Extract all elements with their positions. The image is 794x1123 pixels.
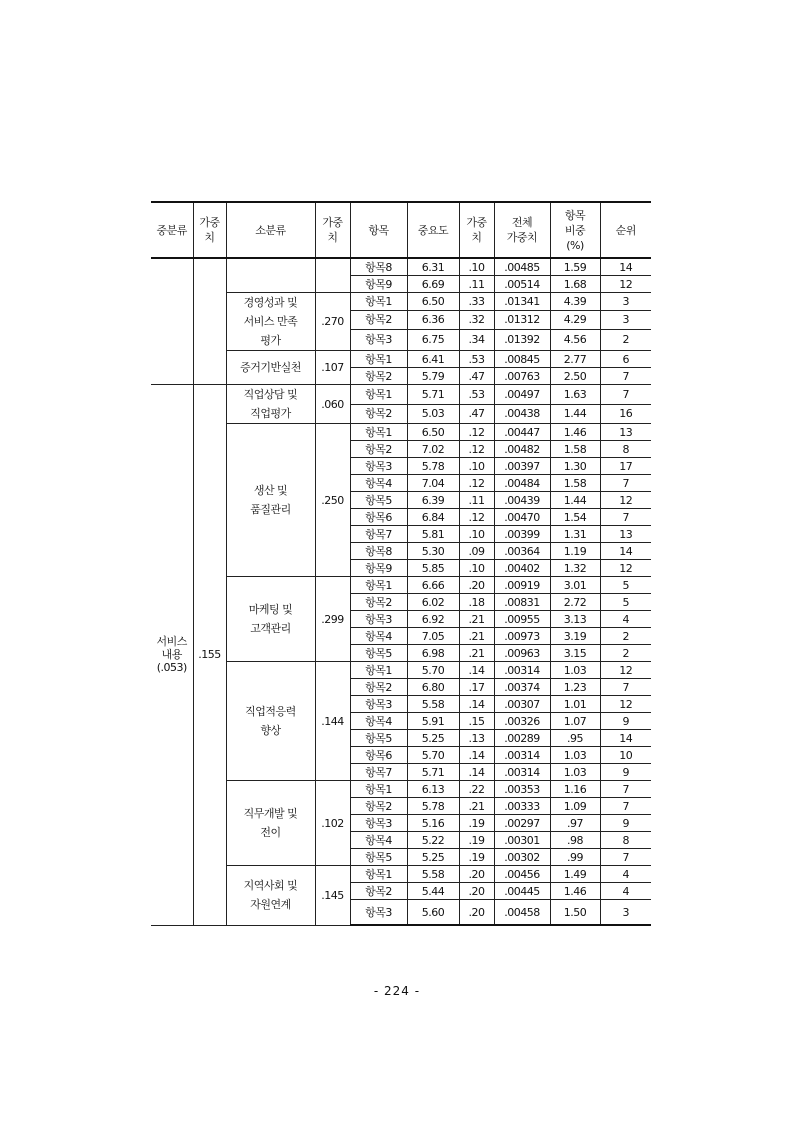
importance-cell: 6.92 <box>407 611 459 628</box>
item-share-cell: 2.50 <box>550 368 600 385</box>
weight-cell: .12 <box>459 509 494 526</box>
weight-cell: .19 <box>459 815 494 832</box>
item-cell: 항목5 <box>350 730 407 747</box>
item-share-cell: 1.31 <box>550 526 600 543</box>
importance-cell: 6.66 <box>407 577 459 594</box>
header-total-weight: 전체 가중치 <box>494 202 550 258</box>
item-share-cell: 1.23 <box>550 679 600 696</box>
importance-cell: 6.36 <box>407 311 459 329</box>
total-weight-cell: .00402 <box>494 560 550 577</box>
rank-cell: 2 <box>600 628 651 645</box>
rank-cell: 3 <box>600 311 651 329</box>
weight-cell: .19 <box>459 849 494 866</box>
sub-category-weight <box>315 258 350 293</box>
rank-cell: 12 <box>600 276 651 293</box>
total-weight-cell: .00763 <box>494 368 550 385</box>
total-weight-cell: .00439 <box>494 492 550 509</box>
rank-cell: 12 <box>600 662 651 679</box>
item-cell: 항목7 <box>350 526 407 543</box>
item-cell: 항목1 <box>350 577 407 594</box>
header-weight-1: 가중 치 <box>193 202 226 258</box>
rank-cell: 17 <box>600 458 651 475</box>
item-share-cell: 3.01 <box>550 577 600 594</box>
item-share-cell: 1.46 <box>550 883 600 900</box>
item-cell: 항목2 <box>350 679 407 696</box>
item-share-cell: 1.58 <box>550 475 600 492</box>
total-weight-cell: .00364 <box>494 543 550 560</box>
total-weight-cell: .00514 <box>494 276 550 293</box>
rank-cell: 4 <box>600 611 651 628</box>
total-weight-cell: .00456 <box>494 866 550 883</box>
weight-cell: .14 <box>459 696 494 713</box>
weight-cell: .11 <box>459 276 494 293</box>
item-share-cell: 1.68 <box>550 276 600 293</box>
item-cell: 항목3 <box>350 611 407 628</box>
total-weight-cell: .00482 <box>494 441 550 458</box>
page-number: - 224 - <box>373 984 421 998</box>
item-cell: 항목3 <box>350 696 407 713</box>
item-share-cell: 1.01 <box>550 696 600 713</box>
total-weight-cell: .00919 <box>494 577 550 594</box>
item-cell: 항목1 <box>350 662 407 679</box>
table-row <box>151 577 651 594</box>
importance-cell: 5.25 <box>407 849 459 866</box>
rank-cell: 12 <box>600 492 651 509</box>
mid-category-cell <box>151 258 193 385</box>
rank-cell: 2 <box>600 329 651 351</box>
item-share-cell: 1.09 <box>550 798 600 815</box>
sub-category-weight: .145 <box>315 866 350 926</box>
sub-category-cell <box>226 258 315 293</box>
sub-category-cell: 직업적응력 향상 <box>226 662 315 781</box>
importance-cell: 5.44 <box>407 883 459 900</box>
item-cell: 항목2 <box>350 404 407 424</box>
total-weight-cell: .00485 <box>494 258 550 276</box>
sub-category-weight: .144 <box>315 662 350 781</box>
total-weight-cell: .00374 <box>494 679 550 696</box>
rank-cell: 9 <box>600 815 651 832</box>
importance-cell: 5.58 <box>407 696 459 713</box>
weight-cell: .33 <box>459 293 494 311</box>
sub-category-weight: .250 <box>315 424 350 577</box>
rank-cell: 7 <box>600 509 651 526</box>
table-row <box>151 258 651 276</box>
item-share-cell: 1.03 <box>550 764 600 781</box>
importance-cell: 6.84 <box>407 509 459 526</box>
mid-category-cell: 서비스 내용 (.053) <box>151 385 193 926</box>
sub-category-weight: .107 <box>315 351 350 385</box>
total-weight-cell: .00314 <box>494 764 550 781</box>
weight-cell: .11 <box>459 492 494 509</box>
rank-cell: 8 <box>600 441 651 458</box>
weight-cell: .32 <box>459 311 494 329</box>
importance-cell: 5.30 <box>407 543 459 560</box>
sub-category-weight: .060 <box>315 385 350 424</box>
item-share-cell: 3.19 <box>550 628 600 645</box>
item-share-cell: 3.15 <box>550 645 600 662</box>
total-weight-cell: .00301 <box>494 832 550 849</box>
weight-cell: .20 <box>459 866 494 883</box>
weight-cell: .19 <box>459 832 494 849</box>
table-row <box>151 351 651 368</box>
header-item-share: 항목 비중 (%) <box>550 202 600 258</box>
importance-cell: 6.31 <box>407 258 459 276</box>
importance-cell: 6.69 <box>407 276 459 293</box>
importance-cell: 5.70 <box>407 662 459 679</box>
weight-cell: .47 <box>459 368 494 385</box>
weight-cell: .21 <box>459 645 494 662</box>
item-share-cell: .99 <box>550 849 600 866</box>
rank-cell: 3 <box>600 900 651 926</box>
weight-cell: .12 <box>459 424 494 441</box>
total-weight-cell: .00484 <box>494 475 550 492</box>
rank-cell: 9 <box>600 713 651 730</box>
rank-cell: 12 <box>600 560 651 577</box>
item-share-cell: .97 <box>550 815 600 832</box>
header-sub-category: 소분류 <box>226 202 315 258</box>
total-weight-cell: .00314 <box>494 747 550 764</box>
header-weight-3: 가중 치 <box>459 202 494 258</box>
weight-cell: .09 <box>459 543 494 560</box>
rank-cell: 7 <box>600 475 651 492</box>
weight-cell: .10 <box>459 560 494 577</box>
rank-cell: 7 <box>600 781 651 798</box>
total-weight-cell: .00297 <box>494 815 550 832</box>
item-cell: 항목5 <box>350 849 407 866</box>
weight-cell: .12 <box>459 441 494 458</box>
weight-cell: .13 <box>459 730 494 747</box>
rank-cell: 13 <box>600 526 651 543</box>
rank-cell: 13 <box>600 424 651 441</box>
weight-cell: .20 <box>459 900 494 926</box>
total-weight-cell: .00399 <box>494 526 550 543</box>
item-share-cell: 1.46 <box>550 424 600 441</box>
header-item: 항목 <box>350 202 407 258</box>
item-cell: 항목2 <box>350 798 407 815</box>
importance-cell: 5.25 <box>407 730 459 747</box>
item-cell: 항목1 <box>350 293 407 311</box>
item-share-cell: 3.13 <box>550 611 600 628</box>
item-share-cell: 1.49 <box>550 866 600 883</box>
importance-cell: 5.85 <box>407 560 459 577</box>
importance-cell: 6.13 <box>407 781 459 798</box>
item-cell: 항목6 <box>350 509 407 526</box>
rank-cell: 8 <box>600 832 651 849</box>
total-weight-cell: .00955 <box>494 611 550 628</box>
item-share-cell: 1.59 <box>550 258 600 276</box>
importance-cell: 7.04 <box>407 475 459 492</box>
rank-cell: 2 <box>600 645 651 662</box>
item-share-cell: 1.54 <box>550 509 600 526</box>
item-cell: 항목1 <box>350 351 407 368</box>
weight-cell: .10 <box>459 458 494 475</box>
item-share-cell: 1.16 <box>550 781 600 798</box>
rank-cell: 7 <box>600 679 651 696</box>
importance-cell: 5.16 <box>407 815 459 832</box>
sub-category-cell: 생산 및 품질관리 <box>226 424 315 577</box>
importance-cell: 5.58 <box>407 866 459 883</box>
item-share-cell: 4.56 <box>550 329 600 351</box>
rank-cell: 4 <box>600 883 651 900</box>
total-weight-cell: .00289 <box>494 730 550 747</box>
item-share-cell: 1.30 <box>550 458 600 475</box>
item-cell: 항목1 <box>350 385 407 405</box>
weight-cell: .18 <box>459 594 494 611</box>
item-share-cell: .95 <box>550 730 600 747</box>
weight-cell: .12 <box>459 475 494 492</box>
weight-cell: .53 <box>459 385 494 405</box>
weight-cell: .21 <box>459 798 494 815</box>
sub-category-weight: .102 <box>315 781 350 866</box>
total-weight-cell: .00307 <box>494 696 550 713</box>
total-weight-cell: .00438 <box>494 404 550 424</box>
rank-cell: 4 <box>600 866 651 883</box>
weight-cell: .21 <box>459 628 494 645</box>
item-cell: 항목1 <box>350 424 407 441</box>
weight-cell: .17 <box>459 679 494 696</box>
rank-cell: 7 <box>600 849 651 866</box>
item-cell: 항목3 <box>350 458 407 475</box>
table-row <box>151 424 651 441</box>
item-cell: 항목8 <box>350 258 407 276</box>
item-cell: 항목2 <box>350 311 407 329</box>
item-cell: 항목4 <box>350 628 407 645</box>
total-weight-cell: .00845 <box>494 351 550 368</box>
item-cell: 항목3 <box>350 815 407 832</box>
rank-cell: 5 <box>600 594 651 611</box>
importance-cell: 5.60 <box>407 900 459 926</box>
importance-cell: 5.81 <box>407 526 459 543</box>
weight-cell: .15 <box>459 713 494 730</box>
header-rank: 순위 <box>600 202 651 258</box>
item-cell: 항목5 <box>350 645 407 662</box>
item-cell: 항목9 <box>350 560 407 577</box>
importance-cell: 5.22 <box>407 832 459 849</box>
total-weight-cell: .01392 <box>494 329 550 351</box>
rank-cell: 14 <box>600 258 651 276</box>
total-weight-cell: .00831 <box>494 594 550 611</box>
weight-cell: .14 <box>459 662 494 679</box>
importance-cell: 6.41 <box>407 351 459 368</box>
weight-cell: .20 <box>459 883 494 900</box>
importance-cell: 6.50 <box>407 293 459 311</box>
item-cell: 항목7 <box>350 764 407 781</box>
sub-category-weight: .270 <box>315 293 350 351</box>
rank-cell: 7 <box>600 368 651 385</box>
rank-cell: 6 <box>600 351 651 368</box>
weight-cell: .10 <box>459 258 494 276</box>
sub-category-cell: 경영성과 및 서비스 만족 평가 <box>226 293 315 351</box>
weight-cell: .10 <box>459 526 494 543</box>
header-importance: 중요도 <box>407 202 459 258</box>
importance-cell: 5.79 <box>407 368 459 385</box>
importance-cell: 5.03 <box>407 404 459 424</box>
importance-cell: 5.71 <box>407 764 459 781</box>
item-cell: 항목2 <box>350 594 407 611</box>
total-weight-cell: .00497 <box>494 385 550 405</box>
item-cell: 항목3 <box>350 900 407 926</box>
weight-cell: .21 <box>459 611 494 628</box>
item-cell: 항목4 <box>350 832 407 849</box>
sub-category-cell: 증거기반실천 <box>226 351 315 385</box>
importance-cell: 6.75 <box>407 329 459 351</box>
weight-cell: .34 <box>459 329 494 351</box>
sub-category-cell: 직무개발 및 전이 <box>226 781 315 866</box>
item-share-cell: 1.44 <box>550 404 600 424</box>
total-weight-cell: .00445 <box>494 883 550 900</box>
importance-cell: 6.39 <box>407 492 459 509</box>
weight-cell: .14 <box>459 747 494 764</box>
rank-cell: 9 <box>600 764 651 781</box>
total-weight-cell: .00314 <box>494 662 550 679</box>
rank-cell: 7 <box>600 385 651 405</box>
rank-cell: 12 <box>600 696 651 713</box>
table-row <box>151 293 651 311</box>
rank-cell: 3 <box>600 293 651 311</box>
total-weight-cell: .00333 <box>494 798 550 815</box>
item-cell: 항목6 <box>350 747 407 764</box>
mid-category-weight: .155 <box>193 385 226 926</box>
weight-cell: .47 <box>459 404 494 424</box>
rank-cell: 16 <box>600 404 651 424</box>
importance-cell: 5.91 <box>407 713 459 730</box>
header-row <box>151 202 651 258</box>
importance-cell: 7.02 <box>407 441 459 458</box>
importance-cell: 5.78 <box>407 798 459 815</box>
header-mid-category: 중분류 <box>151 202 193 258</box>
rank-cell: 5 <box>600 577 651 594</box>
mid-category-weight <box>193 258 226 385</box>
weight-cell: .53 <box>459 351 494 368</box>
item-share-cell: 1.03 <box>550 747 600 764</box>
item-cell: 항목1 <box>350 866 407 883</box>
total-weight-cell: .00302 <box>494 849 550 866</box>
weight-cell: .22 <box>459 781 494 798</box>
weights-table <box>151 201 651 926</box>
importance-cell: 6.50 <box>407 424 459 441</box>
item-share-cell: .98 <box>550 832 600 849</box>
importance-cell: 5.78 <box>407 458 459 475</box>
item-cell: 항목2 <box>350 368 407 385</box>
table-row <box>151 781 651 798</box>
item-share-cell: 1.44 <box>550 492 600 509</box>
total-weight-cell: .00397 <box>494 458 550 475</box>
total-weight-cell: .00326 <box>494 713 550 730</box>
item-cell: 항목2 <box>350 883 407 900</box>
table-row <box>151 662 651 679</box>
header-weight-2: 가중 치 <box>315 202 350 258</box>
item-cell: 항목4 <box>350 475 407 492</box>
item-cell: 항목5 <box>350 492 407 509</box>
total-weight-cell: .00458 <box>494 900 550 926</box>
total-weight-cell: .00447 <box>494 424 550 441</box>
sub-category-cell: 지역사회 및 자원연계 <box>226 866 315 926</box>
rank-cell: 7 <box>600 798 651 815</box>
item-share-cell: 4.39 <box>550 293 600 311</box>
item-cell: 항목1 <box>350 781 407 798</box>
importance-cell: 7.05 <box>407 628 459 645</box>
item-share-cell: 1.63 <box>550 385 600 405</box>
importance-cell: 6.98 <box>407 645 459 662</box>
item-share-cell: 1.19 <box>550 543 600 560</box>
weight-cell: .20 <box>459 577 494 594</box>
importance-cell: 5.71 <box>407 385 459 405</box>
table-row <box>151 866 651 883</box>
item-cell: 항목8 <box>350 543 407 560</box>
importance-cell: 6.02 <box>407 594 459 611</box>
rank-cell: 10 <box>600 747 651 764</box>
table-row <box>151 385 651 405</box>
total-weight-cell: .01312 <box>494 311 550 329</box>
item-cell: 항목2 <box>350 441 407 458</box>
total-weight-cell: .00963 <box>494 645 550 662</box>
item-share-cell: 2.72 <box>550 594 600 611</box>
table-body <box>151 258 651 925</box>
item-share-cell: 1.03 <box>550 662 600 679</box>
total-weight-cell: .00353 <box>494 781 550 798</box>
rank-cell: 14 <box>600 730 651 747</box>
sub-category-cell: 마케팅 및 고객관리 <box>226 577 315 662</box>
total-weight-cell: .00470 <box>494 509 550 526</box>
importance-cell: 5.70 <box>407 747 459 764</box>
item-cell: 항목9 <box>350 276 407 293</box>
item-share-cell: 1.07 <box>550 713 600 730</box>
item-share-cell: 1.32 <box>550 560 600 577</box>
item-share-cell: 4.29 <box>550 311 600 329</box>
importance-cell: 6.80 <box>407 679 459 696</box>
rank-cell: 14 <box>600 543 651 560</box>
sub-category-weight: .299 <box>315 577 350 662</box>
item-share-cell: 2.77 <box>550 351 600 368</box>
sub-category-cell: 직업상담 및 직업평가 <box>226 385 315 424</box>
item-cell: 항목3 <box>350 329 407 351</box>
item-share-cell: 1.58 <box>550 441 600 458</box>
item-cell: 항목4 <box>350 713 407 730</box>
total-weight-cell: .00973 <box>494 628 550 645</box>
item-share-cell: 1.50 <box>550 900 600 926</box>
total-weight-cell: .01341 <box>494 293 550 311</box>
weight-cell: .14 <box>459 764 494 781</box>
